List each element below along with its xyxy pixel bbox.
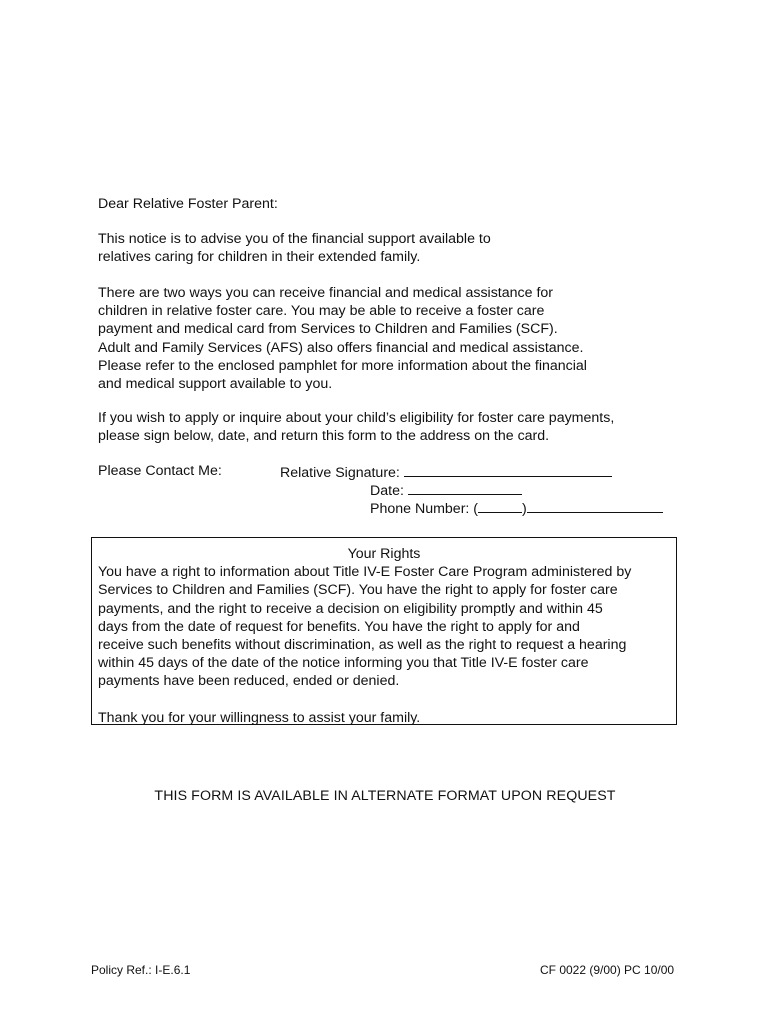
date-label: Date: xyxy=(370,483,404,499)
paragraph-line: relatives caring for children in their extended family. xyxy=(98,249,421,266)
salutation: Dear Relative Foster Parent: xyxy=(98,196,278,212)
paragraph-line: This notice is to advise you of the financial support available to xyxy=(98,231,491,247)
policy-reference: Policy Ref.: I-E.6.1 xyxy=(91,963,191,977)
rights-line: days from the date of request for benefits. You have the right to apply for and xyxy=(98,618,580,635)
your-rights-box xyxy=(91,537,677,725)
rights-title: Your Rights xyxy=(347,546,421,562)
thank-you-text: Thank you for your willingness to assist your family. xyxy=(98,709,421,726)
rights-line: You have a right to information about Title IV-E Foster Care Program administered by xyxy=(98,564,632,581)
phone-number-field[interactable] xyxy=(527,498,663,513)
rights-line: payments have been reduced, ended or denied. xyxy=(98,673,400,690)
assistance-paragraph xyxy=(98,284,678,393)
paragraph-line: If you wish to apply or inquire about your child’s eligibility for foster care payments, xyxy=(98,410,615,426)
rights-line: receive such benefits without discrimination, as well as the right to request a hearing xyxy=(98,637,627,654)
intro-paragraph xyxy=(98,230,658,266)
date-field[interactable] xyxy=(408,480,522,495)
rights-line: within 45 days of the date of the notice informing you that Title IV-E foster care xyxy=(98,655,589,672)
paragraph-line: There are two ways you can receive financial and medical assistance for xyxy=(98,285,554,301)
paragraph-line: Adult and Family Services (AFS) also offers financial and medical assistance. xyxy=(98,339,584,356)
phone-label: Phone Number: ( xyxy=(370,501,479,517)
paragraph-line: children in relative foster care. You may be able to receive a foster care xyxy=(98,303,545,320)
phone-area-code-field[interactable] xyxy=(478,498,522,513)
contact-me-label: Please Contact Me: xyxy=(98,463,222,479)
instructions-paragraph xyxy=(98,409,698,445)
rights-line: payments, and the right to receive a decision on eligibility promptly and within 45 xyxy=(98,600,603,617)
rights-line: Services to Children and Families (SCF). You have the right to apply for foster care xyxy=(98,582,618,599)
paragraph-line: Please refer to the enclosed pamphlet for more information about the financial xyxy=(98,357,587,374)
paragraph-line: and medical support available to you. xyxy=(98,376,333,393)
phone-row xyxy=(370,498,663,518)
alternate-format-notice: THIS FORM IS AVAILABLE IN ALTERNATE FORMAT UPON REQUEST xyxy=(154,788,616,804)
rights-body xyxy=(98,563,670,690)
paragraph-line: please sign below, date, and return this form to the address on the card. xyxy=(98,428,550,445)
phone-paren-close: ) xyxy=(522,501,527,517)
signature-field[interactable] xyxy=(404,462,612,477)
paragraph-line: payment and medical card from Services to Children and Families (SCF). xyxy=(98,321,558,338)
form-code: CF 0022 (9/00) PC 10/00 xyxy=(540,963,675,977)
signature-label: Relative Signature: xyxy=(280,465,400,481)
